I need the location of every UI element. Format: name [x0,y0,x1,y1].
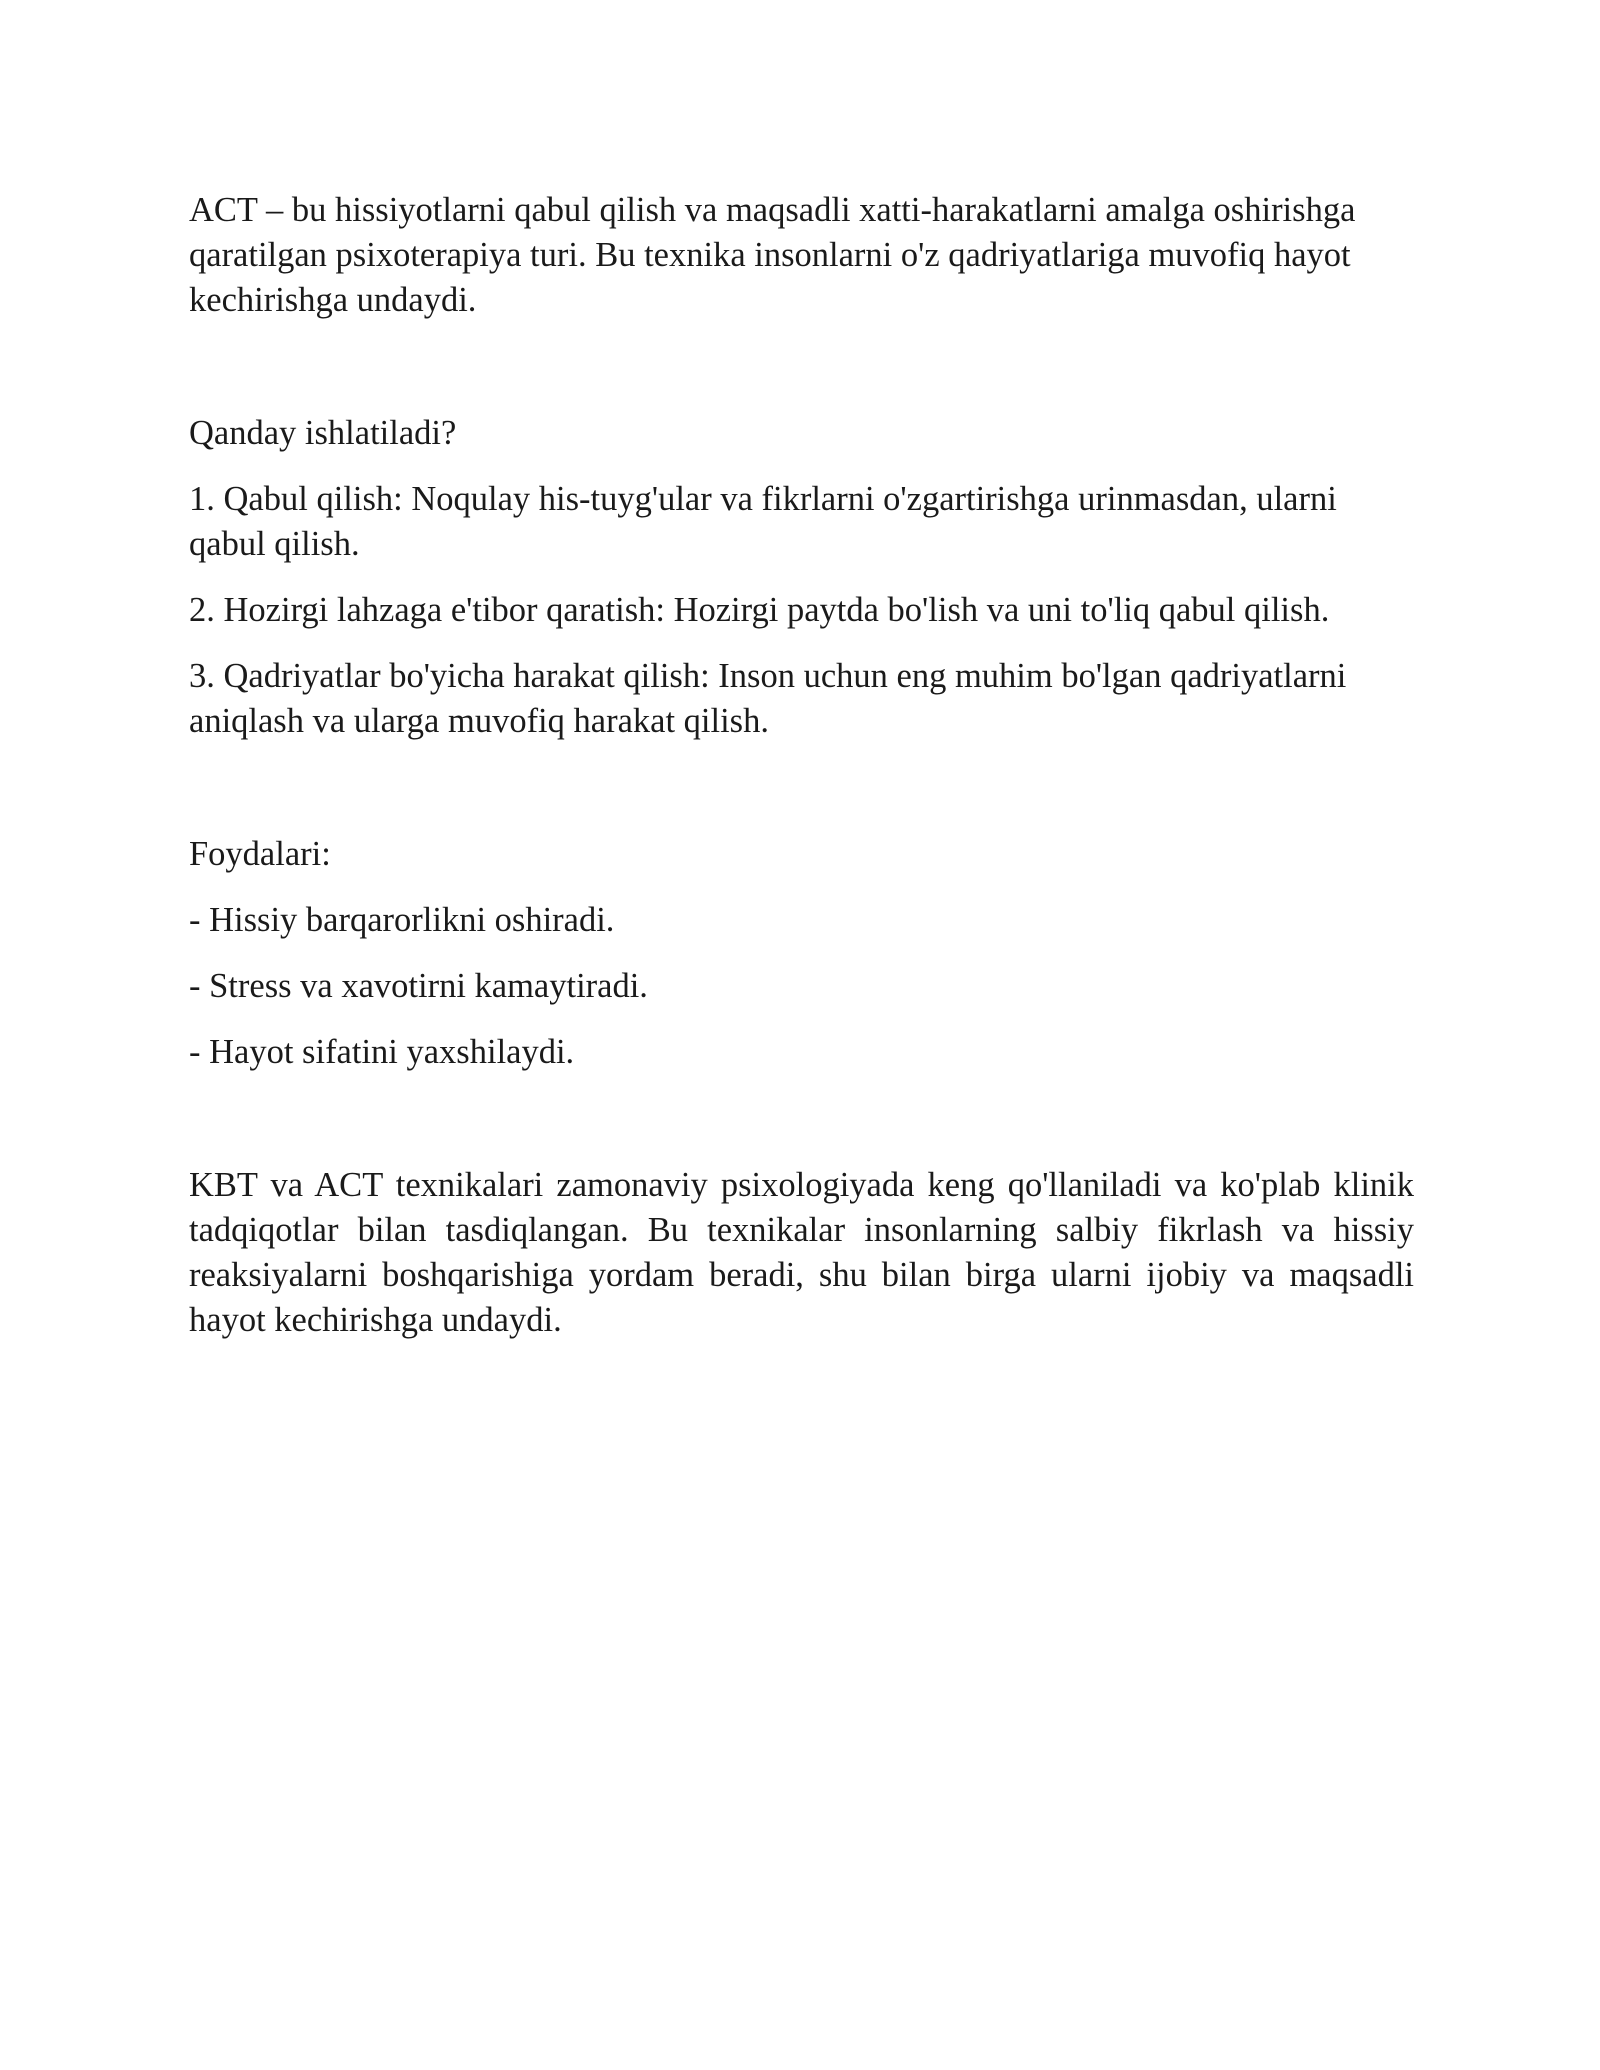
conclusion-paragraph: KBT va ACT texnikalari zamonaviy psixologiyada keng qo'llaniladi va ko'plab klinik tadqiqotlar bilan tasdiqlangan. Bu texnikalar insonlarning salbiy fikrlash va hissiy reaksiyalarni boshqarishiga yordam beradi, shu bilan birga ularni ijobiy va maqsadli hayot kechirishga undaydi. [189,1166,1414,1339]
usage-item-2: 2. Hozirgi lahzaga e'tibor qaratish: Hozirgi paytda bo'lish va uni to'liq qabul qilish. [189,591,1330,629]
usage-item-1: 1. Qabul qilish: Noqulay his-tuyg'ular va fikrlarni o'zgartirishga urinmasdan, ularni qabul qilish. [189,480,1337,563]
benefit-item-2: - Stress va xavotirni kamaytiradi. [189,967,648,1005]
document-page [189,188,1414,1343]
intro-paragraph: ACT – bu hissiyotlarni qabul qilish va maqsadli xatti-harakatlarni amalga oshirishga qaratilgan psixoterapiya turi. Bu texnika insonlarni o'z qadriyatlariga muvofiq hayot kechirishga undaydi. [189,191,1356,319]
usage-item-3: 3. Qadriyatlar bo'yicha harakat qilish: Inson uchun eng muhim bo'lgan qadriyatlarni aniqlash va ularga muvofiq harakat qilish. [189,657,1347,740]
benefits-heading: Foydalari: [189,835,331,873]
benefit-item-1: - Hissiy barqarorlikni oshiradi. [189,901,615,939]
usage-heading: Qanday ishlatiladi? [189,414,457,452]
benefit-item-3: - Hayot sifatini yaxshilaydi. [189,1033,575,1071]
